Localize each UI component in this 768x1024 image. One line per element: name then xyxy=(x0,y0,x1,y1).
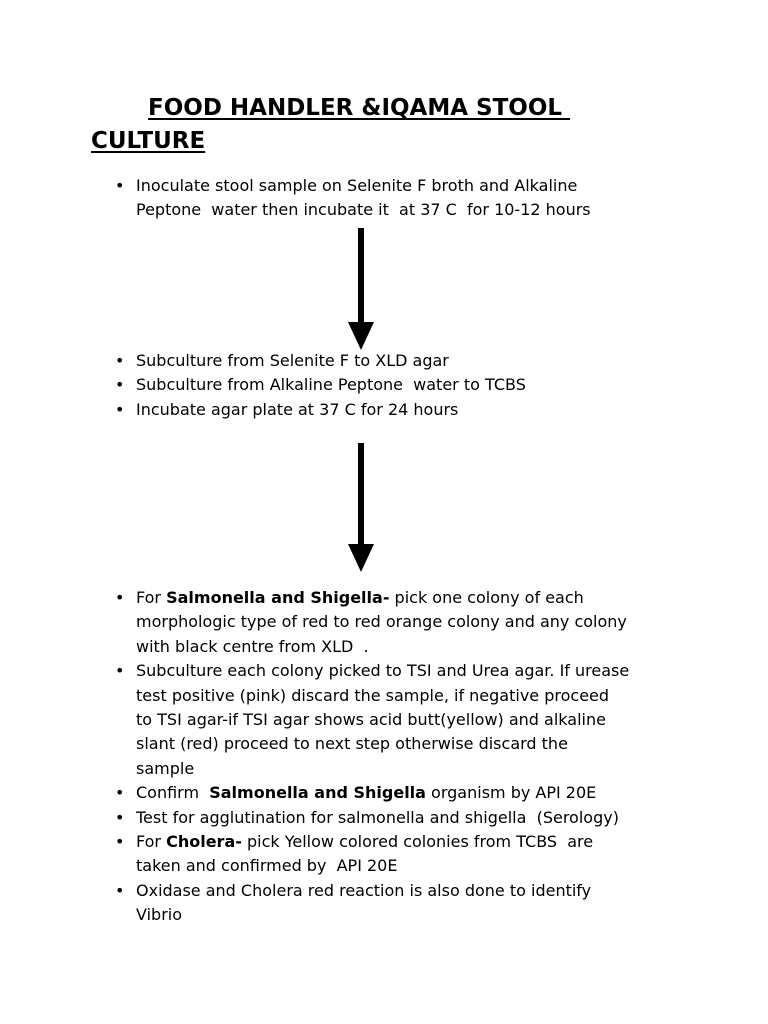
list-item: • Test for agglutination for salmonella and shigella (Serology) xyxy=(136,806,629,830)
list-item xyxy=(136,781,629,805)
list-item-line: Oxidase and Cholera red reaction is also done to identify xyxy=(136,880,592,900)
list-item-line: slant (red) proceed to next step otherwise discard the xyxy=(136,734,568,754)
text-run: pick Yellow colored colonies from TCBS are xyxy=(241,832,594,852)
list-item-line: morphologic type of red to red orange colony and any colony xyxy=(136,612,627,632)
list-item-line: with black centre from XLD . xyxy=(136,636,369,656)
list-item xyxy=(136,659,629,781)
step-2-list xyxy=(136,349,526,422)
list-item-line: taken and confirmed by API 20E xyxy=(136,856,398,876)
list-item: • Subculture from Selenite F to XLD agar xyxy=(136,349,526,373)
text-run: For xyxy=(136,832,167,852)
list-item-line: sample xyxy=(136,758,195,778)
text-run: pick one colony of each xyxy=(389,588,584,607)
list-item-line: test positive (pink) discard the sample, if negative proceed xyxy=(136,685,610,705)
list-item-line: Inoculate stool sample on Selenite F broth and Alkaline xyxy=(136,176,578,195)
text-run: For xyxy=(136,588,167,607)
text-run: Confirm xyxy=(136,783,210,803)
list-item xyxy=(136,879,629,928)
list-item-line: Peptone water then incubate it at 37 C for 10-12 hours xyxy=(136,200,591,220)
step-1-list xyxy=(136,174,591,223)
bold-text: Salmonella and Shigella xyxy=(209,783,426,803)
list-item xyxy=(136,830,629,879)
title-line-1: FOOD HANDLER &IQAMA STOOL xyxy=(148,95,571,121)
down-arrow-icon xyxy=(348,228,374,350)
list-item-line: Subculture each colony picked to TSI and Urea agar. If urease xyxy=(136,661,630,681)
bold-text: Cholera- xyxy=(166,832,242,852)
down-arrow-icon xyxy=(348,443,374,572)
list-item: • Incubate agar plate at 37 C for 24 hours xyxy=(136,398,526,422)
list-item xyxy=(136,586,629,659)
step-3-list xyxy=(136,586,629,928)
document-title xyxy=(91,92,691,158)
list-item-line: to TSI agar-if TSI agar shows acid butt(yellow) and alkaline xyxy=(136,710,606,730)
bold-text: Salmonella and Shigella- xyxy=(166,588,390,607)
text-run: organism by API 20E xyxy=(425,783,597,803)
list-item: • Subculture from Alkaline Peptone water to TCBS xyxy=(136,373,526,397)
list-item xyxy=(136,174,591,223)
title-line-2: CULTURE xyxy=(91,128,206,154)
list-item-line: Vibrio xyxy=(136,905,183,925)
